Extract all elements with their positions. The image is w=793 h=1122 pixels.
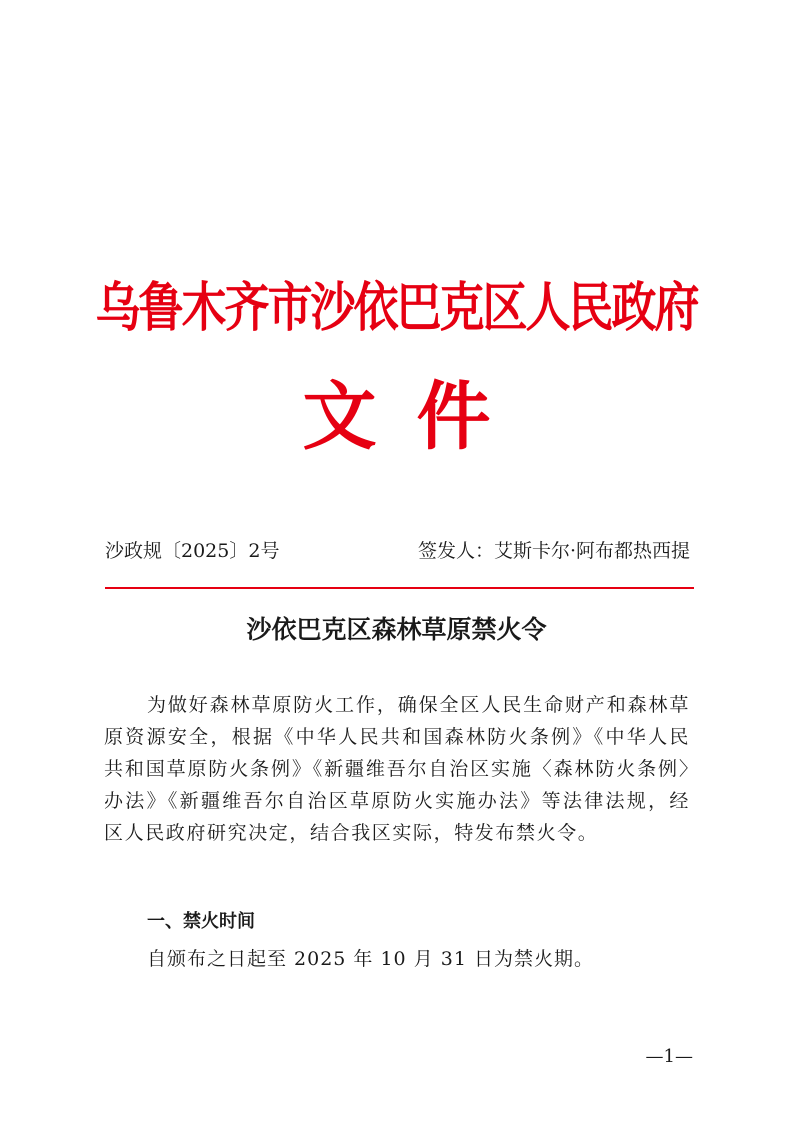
red-divider-line: [105, 587, 694, 589]
section-heading: 一、禁火时间: [147, 911, 255, 932]
section-paragraph: 自颁布之日起至 2025 年 10 月 31 日为禁火期。: [147, 948, 594, 970]
intro-paragraph: 为做好森林草原防火工作，确保全区人民生命财产和森林草原资源安全，根据《中华人民共和国森林防火条例》《中华人民共和国草原防火条例》《新疆维吾尔自治区实施〈森林防火条例〉办法》《新疆维吾尔自治区草原防火实施办法》等法律法规，经区人民政府研究决定，结合我区实际，特发布禁火令。: [104, 694, 690, 844]
page-number: —1—: [645, 1046, 693, 1067]
signer: 签发人：艾斯卡尔·阿布都热西提: [417, 540, 690, 562]
document-number: 沙政规〔2025〕2号: [105, 540, 280, 562]
issuing-authority-title: 乌鲁木齐市沙依巴克区人民政府: [95, 276, 698, 339]
document-type-heading: 文件: [302, 374, 531, 460]
decree-title: 沙依巴克区森林草原禁火令: [246, 615, 547, 644]
reference-line: [105, 536, 690, 566]
